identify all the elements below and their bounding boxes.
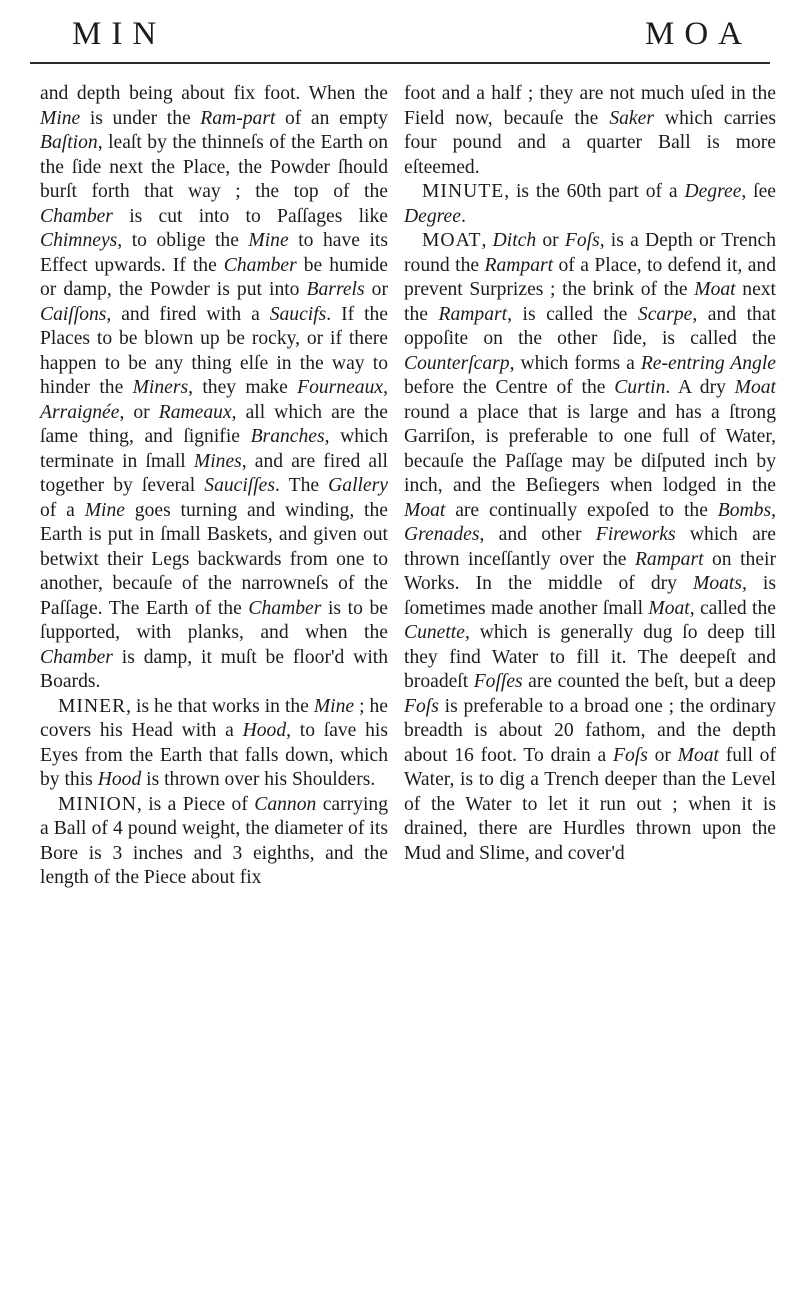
- entry-headword: MINER: [58, 695, 127, 717]
- italic-term: Foſſes: [473, 671, 523, 692]
- italic-term: Moats: [693, 573, 742, 594]
- text-run: foot and a half ; they are not much uſed in the Field now, becauſe the: [404, 83, 776, 129]
- italic-term: Arraignée: [40, 401, 120, 423]
- text-run: , is called the: [507, 303, 638, 325]
- italic-term: Fourneaux: [297, 377, 384, 398]
- italic-term: Moat: [404, 499, 446, 521]
- right-column: [404, 82, 776, 866]
- italic-term: Branches: [250, 426, 325, 447]
- text-run: , which is generally dug ſo deep till they find Water to fill it. The deepeſt and broadeſt: [404, 622, 776, 692]
- text-run: . The: [275, 475, 329, 496]
- entry-headword: MOAT: [422, 230, 482, 251]
- italic-term: Saker: [609, 107, 654, 129]
- text-run: before the Centre of the: [404, 377, 615, 398]
- text-run: , which forms a: [509, 352, 641, 374]
- text-run: , to ſave his Eyes from the Earth that falls down, which by this: [40, 720, 388, 790]
- italic-term: Bombs: [717, 499, 772, 521]
- text-run: , leaſt by the thinneſs of the Earth on the ſide next the Place, the Powder ſhould burſt forth that way ; the top of the: [40, 132, 388, 202]
- text-run: of an empty: [275, 107, 388, 129]
- italic-term: Cunette: [404, 622, 465, 643]
- text-run: which are thrown inceſſantly over the: [404, 524, 776, 570]
- italic-term: Rampart: [484, 254, 554, 276]
- italic-term: Baſtion: [40, 132, 98, 153]
- italic-term: Hood: [97, 769, 142, 790]
- text-run: or: [647, 744, 678, 766]
- text-run: of a Place, to defend it, and prevent Surprizes ; the brink of the: [404, 254, 776, 300]
- text-run: , and other: [479, 524, 596, 545]
- italic-term: Mine: [84, 499, 125, 521]
- text-run: is preferable to a broad one ; the ordinary breadth is about 20 fathom, and the depth about 16 foot. To drain a: [404, 695, 776, 766]
- italic-term: Cannon: [254, 793, 317, 815]
- running-header: [30, 16, 770, 60]
- italic-term: Saucifs: [269, 303, 327, 325]
- entry-headword: MINUTE: [422, 181, 505, 202]
- italic-term: Ditch: [492, 230, 537, 251]
- text-run: is under the: [80, 107, 201, 129]
- italic-term: Caiſſons: [40, 303, 107, 325]
- text-run: , is a Piece of: [136, 793, 255, 815]
- italic-term: Fireworks: [595, 524, 676, 545]
- italic-term: Mine: [248, 230, 289, 251]
- text-run: on their Works. In the middle of dry: [404, 548, 776, 594]
- dictionary-entry: [404, 180, 776, 229]
- text-run: to have its Effect upwards. If the: [40, 230, 388, 276]
- text-run: goes turning and winding, the Earth is put in ſmall Baskets, and given out betwixt their Legs backwards from one to another, becauſe of the narrowneſs of the Paſſage. The Earth of the: [40, 499, 388, 619]
- text-run: ; he covers his Head with a: [40, 695, 389, 741]
- text-run: , is ſometimes made another ſmall: [404, 573, 777, 619]
- italic-term: Re-entring Angle: [640, 352, 776, 374]
- text-run: round a place that is large and has a ſtrong Garriſon, is preferable to one full of Water, becauſe the Paſſage may be diſputed inch by inch, and the Beſiegers when lodged in the: [404, 401, 776, 496]
- italic-term: Chamber: [223, 254, 297, 276]
- continued-text: [404, 82, 776, 180]
- text-run: , called the: [689, 597, 776, 619]
- italic-term: Counterſcarp: [404, 352, 510, 374]
- text-run: are continually expoſed to the: [445, 499, 718, 521]
- italic-term: Degree: [404, 205, 461, 227]
- text-run: next the: [404, 279, 777, 325]
- italic-term: Foſs: [564, 230, 600, 251]
- italic-term: Moat: [677, 744, 719, 766]
- text-run: or: [364, 279, 388, 300]
- text-run: , to oblige the: [117, 230, 249, 251]
- header-right-guideword: MOA: [644, 16, 752, 52]
- text-run: , they make: [188, 377, 298, 398]
- text-run: , is the 60th part of a: [504, 181, 685, 202]
- text-run: ,: [481, 230, 493, 251]
- italic-term: Miners: [132, 377, 189, 398]
- italic-term: Ram-part: [200, 107, 276, 129]
- text-run: , and are fired all together by ſeveral: [40, 450, 388, 496]
- text-run: , all which are the ſame thing, and ſignifie: [40, 401, 388, 447]
- text-run: , and fired with a: [106, 303, 270, 325]
- text-run: , or: [119, 401, 159, 423]
- left-column: [40, 82, 388, 891]
- italic-term: Chamber: [40, 646, 113, 668]
- text-run: is to be ſupported, with planks, and when the: [40, 597, 388, 643]
- text-run: , ſee: [741, 181, 776, 202]
- italic-term: Curtin: [614, 377, 666, 398]
- dictionary-entry: [40, 793, 388, 891]
- text-run: .: [460, 205, 466, 227]
- continued-text: [40, 82, 388, 695]
- text-run: or: [536, 230, 565, 251]
- dictionary-entry: [40, 695, 388, 793]
- text-run: carrying a Ball of 4 pound weight, the diameter of its Bore is 3 inches and 3 eighths, and the length of the Piece about fix: [40, 793, 388, 888]
- text-run: . A dry: [665, 377, 735, 398]
- text-run: full of Water, is to dig a Trench deeper than the Level of the Water to let it run out ; when it is drained, there are Hurdles thrown upon the Mud and Slime, and cover'd: [404, 744, 776, 864]
- italic-term: Mine: [40, 107, 81, 129]
- dictionary-entry: [404, 229, 776, 866]
- italic-term: Mines: [193, 450, 242, 472]
- italic-term: Barrels: [306, 279, 365, 300]
- text-run: of a: [40, 499, 85, 521]
- text-run: which carries four pound and a quarter Ball is more eſteemed.: [404, 107, 776, 178]
- italic-term: Moat: [648, 597, 690, 619]
- italic-term: Rampart: [438, 303, 508, 325]
- italic-term: Foſs: [613, 744, 648, 766]
- italic-term: Grenades: [404, 524, 480, 545]
- italic-term: Degree: [684, 181, 742, 202]
- text-run: ,: [771, 499, 776, 521]
- text-run: , which terminate in ſmall: [40, 426, 389, 472]
- italic-term: Chamber: [248, 597, 322, 619]
- text-run: ,: [383, 377, 388, 398]
- text-run: is cut into to Paſſages like: [112, 205, 388, 227]
- text-run: and depth being about fix foot. When the: [40, 83, 388, 104]
- text-run: be humide or damp, the Powder is put into: [40, 254, 389, 300]
- italic-term: Rameaux: [158, 401, 232, 423]
- header-left-guideword: MIN: [72, 16, 167, 52]
- text-run: . If the Places to be blown up be rocky, or if there happen to be any thing elſe in the way to hinder the: [40, 303, 389, 398]
- italic-term: Moat: [694, 279, 736, 300]
- italic-term: Scarpe: [637, 303, 693, 325]
- text-run: , is a Depth or Trench round the: [404, 230, 776, 276]
- italic-term: Foſs: [404, 695, 439, 717]
- italic-term: Mine: [313, 695, 355, 717]
- text-run: , and that oppoſite on the other ſide, is called the: [404, 303, 776, 349]
- text-run: , is he that works in the: [126, 695, 314, 717]
- italic-term: Rampart: [634, 548, 704, 570]
- italic-term: Gallery: [328, 475, 388, 496]
- italic-term: Chamber: [40, 205, 113, 227]
- italic-term: Sauciſſes: [204, 475, 276, 496]
- text-run: is damp, it muſt be floor'd with Boards.: [40, 646, 388, 692]
- italic-term: Moat: [734, 377, 776, 398]
- header-rule: [30, 62, 770, 64]
- text-run: are counted the beſt, but a deep: [522, 671, 776, 692]
- text-columns: [40, 82, 784, 1282]
- entry-headword: MINION: [58, 793, 137, 815]
- italic-term: Hood: [242, 720, 287, 741]
- text-run: is thrown over his Shoulders.: [141, 769, 376, 790]
- italic-term: Chimneys: [40, 230, 118, 251]
